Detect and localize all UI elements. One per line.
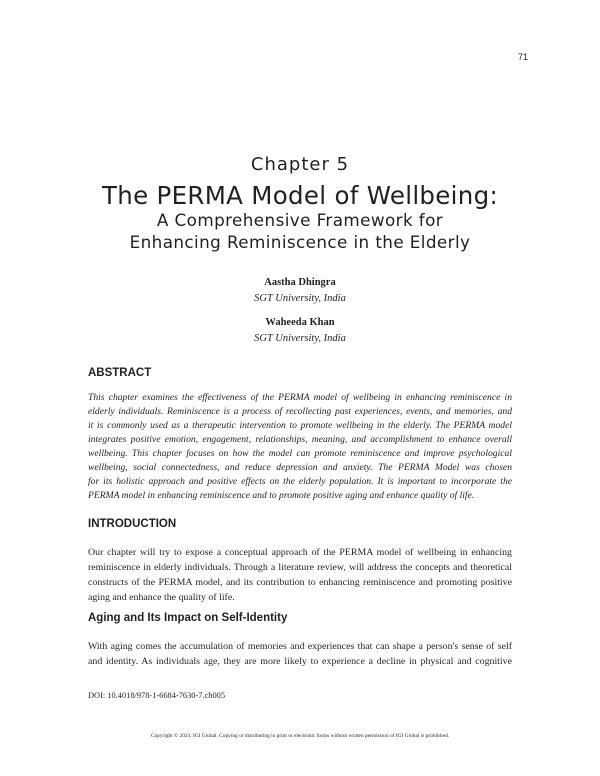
abstract-line: it is commonly used as a therapeutic intervention to promote wellbeing in the elderly. The PERMA model [88,420,512,431]
section-heading: Aging and Its Impact on Self-Identity [88,612,288,624]
abstract-line: integrates positive emotion, engagement, relationships, meaning, and accomplishment to enhance overall [88,434,512,445]
page-number: 71 [517,52,528,62]
abstract-line: This chapter examines the effectiveness of the PERMA model of wellbeing in enhancing reminiscence in [88,392,512,403]
chapter-title: The PERMA Model of Wellbeing: [101,181,498,210]
section-body-line: and identity. As individuals age, they are more likely to experience a decline in physical and cognitive [88,656,512,667]
introduction-line: reminiscence in elderly individuals. Through a literature review, will address the concepts and theoretical [88,562,512,573]
chapter-subtitle-line: Enhancing Reminiscence in the Elderly [129,232,471,252]
abstract-line: PERMA model in enhancing reminiscence and to promote positive aging and enhance quality of life. [88,490,475,501]
author-name: Aastha Dhingra [264,277,336,288]
doi-footer: DOI: 10.4018/978-1-6684-7630-7.ch005 [88,691,226,700]
chapter-subtitle-line: A Comprehensive Framework for [156,210,444,230]
abstract-heading: ABSTRACT [88,367,152,379]
author-name: Waheeda Khan [265,317,335,328]
chapter-label: Chapter 5 [250,154,350,175]
abstract-line: wellbeing. This chapter focuses on how the model can promote reminiscence and improve psychological [88,448,512,459]
author-affiliation: SGT University, India [254,333,346,344]
introduction-line: constructs of the PERMA model, and its contribution to enhancing reminiscence and promoting positive [88,577,512,588]
abstract-line: for its holistic approach and positive effects on the elderly population. It is important to incorporate the [88,476,512,487]
copyright-notice: Copyright © 2023, IGI Global. Copying or distributing in print or electronic forms without written permission of IGI Global is prohibited. [150,733,450,739]
section-body-line: With aging comes the accumulation of memories and experiences that can shape a person's sense of self [88,641,512,652]
introduction-line: aging and enhance the quality of life. [88,592,235,603]
introduction-line: Our chapter will try to expose a conceptual approach of the PERMA model of wellbeing in enhancing [88,547,512,558]
introduction-heading: INTRODUCTION [88,518,177,530]
abstract-line: elderly individuals. Reminiscence is a process of recollecting past experiences, events, and memories, and [88,406,512,417]
author-affiliation: SGT University, India [254,293,346,304]
abstract-line: wellbeing, social connectedness, and reduce depression and anxiety. The PERMA Model was chosen [88,462,512,473]
